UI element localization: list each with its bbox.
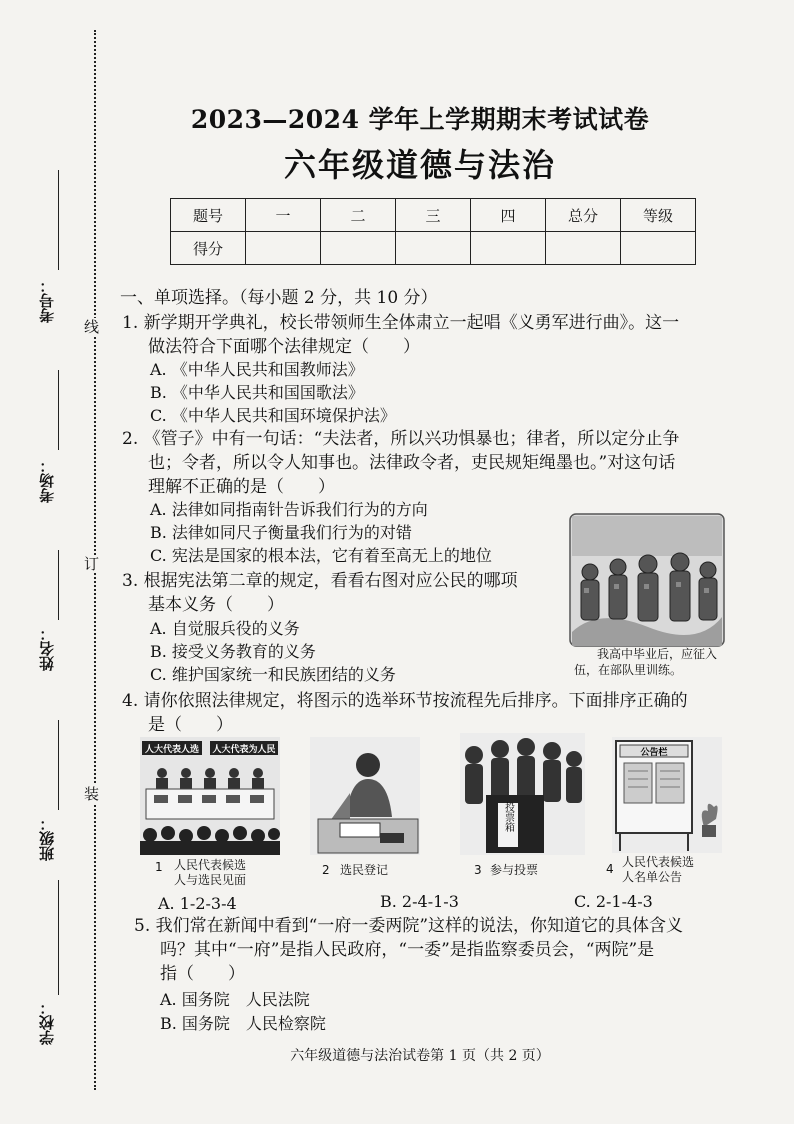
q2-option-c[interactable]: C. 宪法是国家的根本法，它有着至高无上的地位 [150,546,492,565]
q3-text-line-2: 基本义务（ ） [148,595,284,615]
q4-caption-1-num: 1 [155,860,163,874]
candidate-meeting-illustration [140,737,280,855]
q4-caption-2-num: 2 [322,863,330,877]
school-field[interactable] [58,880,59,995]
banner-right-text: 人大代表为人民 [212,745,276,755]
q2-text-line-2: 也；令者，所以令人知事也。法律政令者，吏民规矩绳墨也。”对这句话 [148,453,676,473]
score-cell: 等级 [621,199,696,232]
score-cell: 一 [246,199,321,232]
bulletin-board-illustration [612,737,722,853]
class-label: 班级： [38,816,56,861]
score-cell: 二 [321,199,396,232]
q5-text-line-3: 指（ ） [160,964,245,984]
score-table-header-row [171,199,696,232]
q5-text-line-2: 吗？其中“一府”是指人民政府，“一委”是指监察委员会，“两院”是 [160,940,655,960]
soldiers-training-illustration [568,512,726,648]
score-input-cell[interactable] [246,232,321,265]
q4-option-a[interactable]: A. 1-2-3-4 [158,894,237,913]
name-label: 姓名： [38,626,56,671]
exam-room-label: 考场： [38,458,56,503]
q2-option-a[interactable]: A. 法律如同指南针告诉我们行为的方向 [150,500,428,519]
binding-word-zhuang: 装 [84,785,100,803]
q4-caption-4-line-1: 人民代表候选 [622,855,695,869]
q2-text-line-1: 2. 《管子》中有一句话：“夫法者，所以兴功惧暴也；律者，所以定分止争 [122,429,680,449]
class-field[interactable] [58,720,59,810]
q4-text-line-2: 是（ ） [148,715,233,735]
ballot-box-label: 投票箱 [502,802,514,832]
q3-option-a[interactable]: A. 自觉服兵役的义务 [150,619,300,638]
subject-title: 六年级道德与法治 [283,146,556,184]
voting-illustration [460,733,585,855]
q4-caption-4-num: 4 [606,862,614,876]
exam-room-field[interactable] [58,370,59,450]
score-cell: 得分 [171,232,246,265]
binding-word-ding: 订 [84,555,100,573]
q1-text-line-2: 做法符合下面哪个法律规定（ ） [148,337,420,357]
page-footer: 六年级道德与法治试卷第 1 页（共 2 页） [290,1048,550,1064]
q3-option-b[interactable]: B. 接受义务教育的义务 [150,642,316,661]
banner-left-text: 人大代表人选 [144,745,200,755]
q2-text-line-3: 理解不正确的是（ ） [148,477,335,497]
score-input-cell[interactable] [546,232,621,265]
q4-caption-1-line-1: 人民代表候选 [174,858,247,872]
score-cell: 三 [396,199,471,232]
score-input-cell[interactable] [621,232,696,265]
q3-option-c[interactable]: C. 维护国家统一和民族团结的义务 [150,665,396,684]
binding-word-xian: 线 [84,318,100,336]
q5-text-line-1: 5. 我们常在新闻中看到“一府一委两院”这样的说法，你知道它的具体含义 [134,916,684,936]
q4-option-b[interactable]: B. 2-4-1-3 [380,892,459,911]
score-table-score-row [171,232,696,265]
q3-caption-line-2: 伍，在部队里训练。 [574,663,683,677]
exam-number-label: 考号： [38,278,56,323]
q4-text-line-1: 4. 请你依照法律规定，将图示的选举环节按流程先后排序。下面排序正确的 [122,691,688,711]
q4-caption-3-line-1: 参与投票 [490,863,539,877]
school-label: 学校： [38,1000,56,1045]
q4-option-c[interactable]: C. 2-1-4-3 [574,892,653,911]
voter-registration-illustration [310,737,420,855]
q4-caption-1-line-2: 人与选民见面 [174,873,247,887]
q2-option-b[interactable]: B. 法律如同尺子衡量我们行为的对错 [150,523,412,542]
q1-option-c[interactable]: C. 《中华人民共和国环境保护法》 [150,406,396,425]
q5-option-a[interactable]: A. 国务院 人民法院 [160,990,310,1009]
exam-number-field[interactable] [58,170,59,270]
section-heading: 一、单项选择。（每小题 2 分，共 10 分） [120,288,438,308]
score-input-cell[interactable] [396,232,471,265]
board-title: 公告栏 [640,748,668,758]
score-cell: 题号 [171,199,246,232]
q4-caption-3-num: 3 [474,863,482,877]
q1-option-a[interactable]: A. 《中华人民共和国教师法》 [150,360,364,379]
score-table [170,198,696,265]
q1-text-line-1: 1. 新学期开学典礼，校长带领师生全体肃立一起唱《义勇军进行曲》。这一 [122,313,680,333]
score-input-cell[interactable] [471,232,546,265]
q4-caption-4-line-2: 人名单公告 [622,870,683,884]
exam-title: 2023—2024 学年上学期期末考试试卷 [190,105,650,134]
name-field[interactable] [58,550,59,620]
score-cell: 总分 [546,199,621,232]
score-input-cell[interactable] [321,232,396,265]
score-cell: 四 [471,199,546,232]
q3-text-line-1: 3. 根据宪法第二章的规定，看看右图对应公民的哪项 [122,571,518,591]
q4-caption-2-line-1: 选民登记 [340,863,389,877]
q5-option-b[interactable]: B. 国务院 人民检察院 [160,1014,326,1033]
q1-option-b[interactable]: B. 《中华人民共和国国歌法》 [150,383,364,402]
q3-caption-line-1: 我高中毕业后，应征入 [597,647,718,661]
